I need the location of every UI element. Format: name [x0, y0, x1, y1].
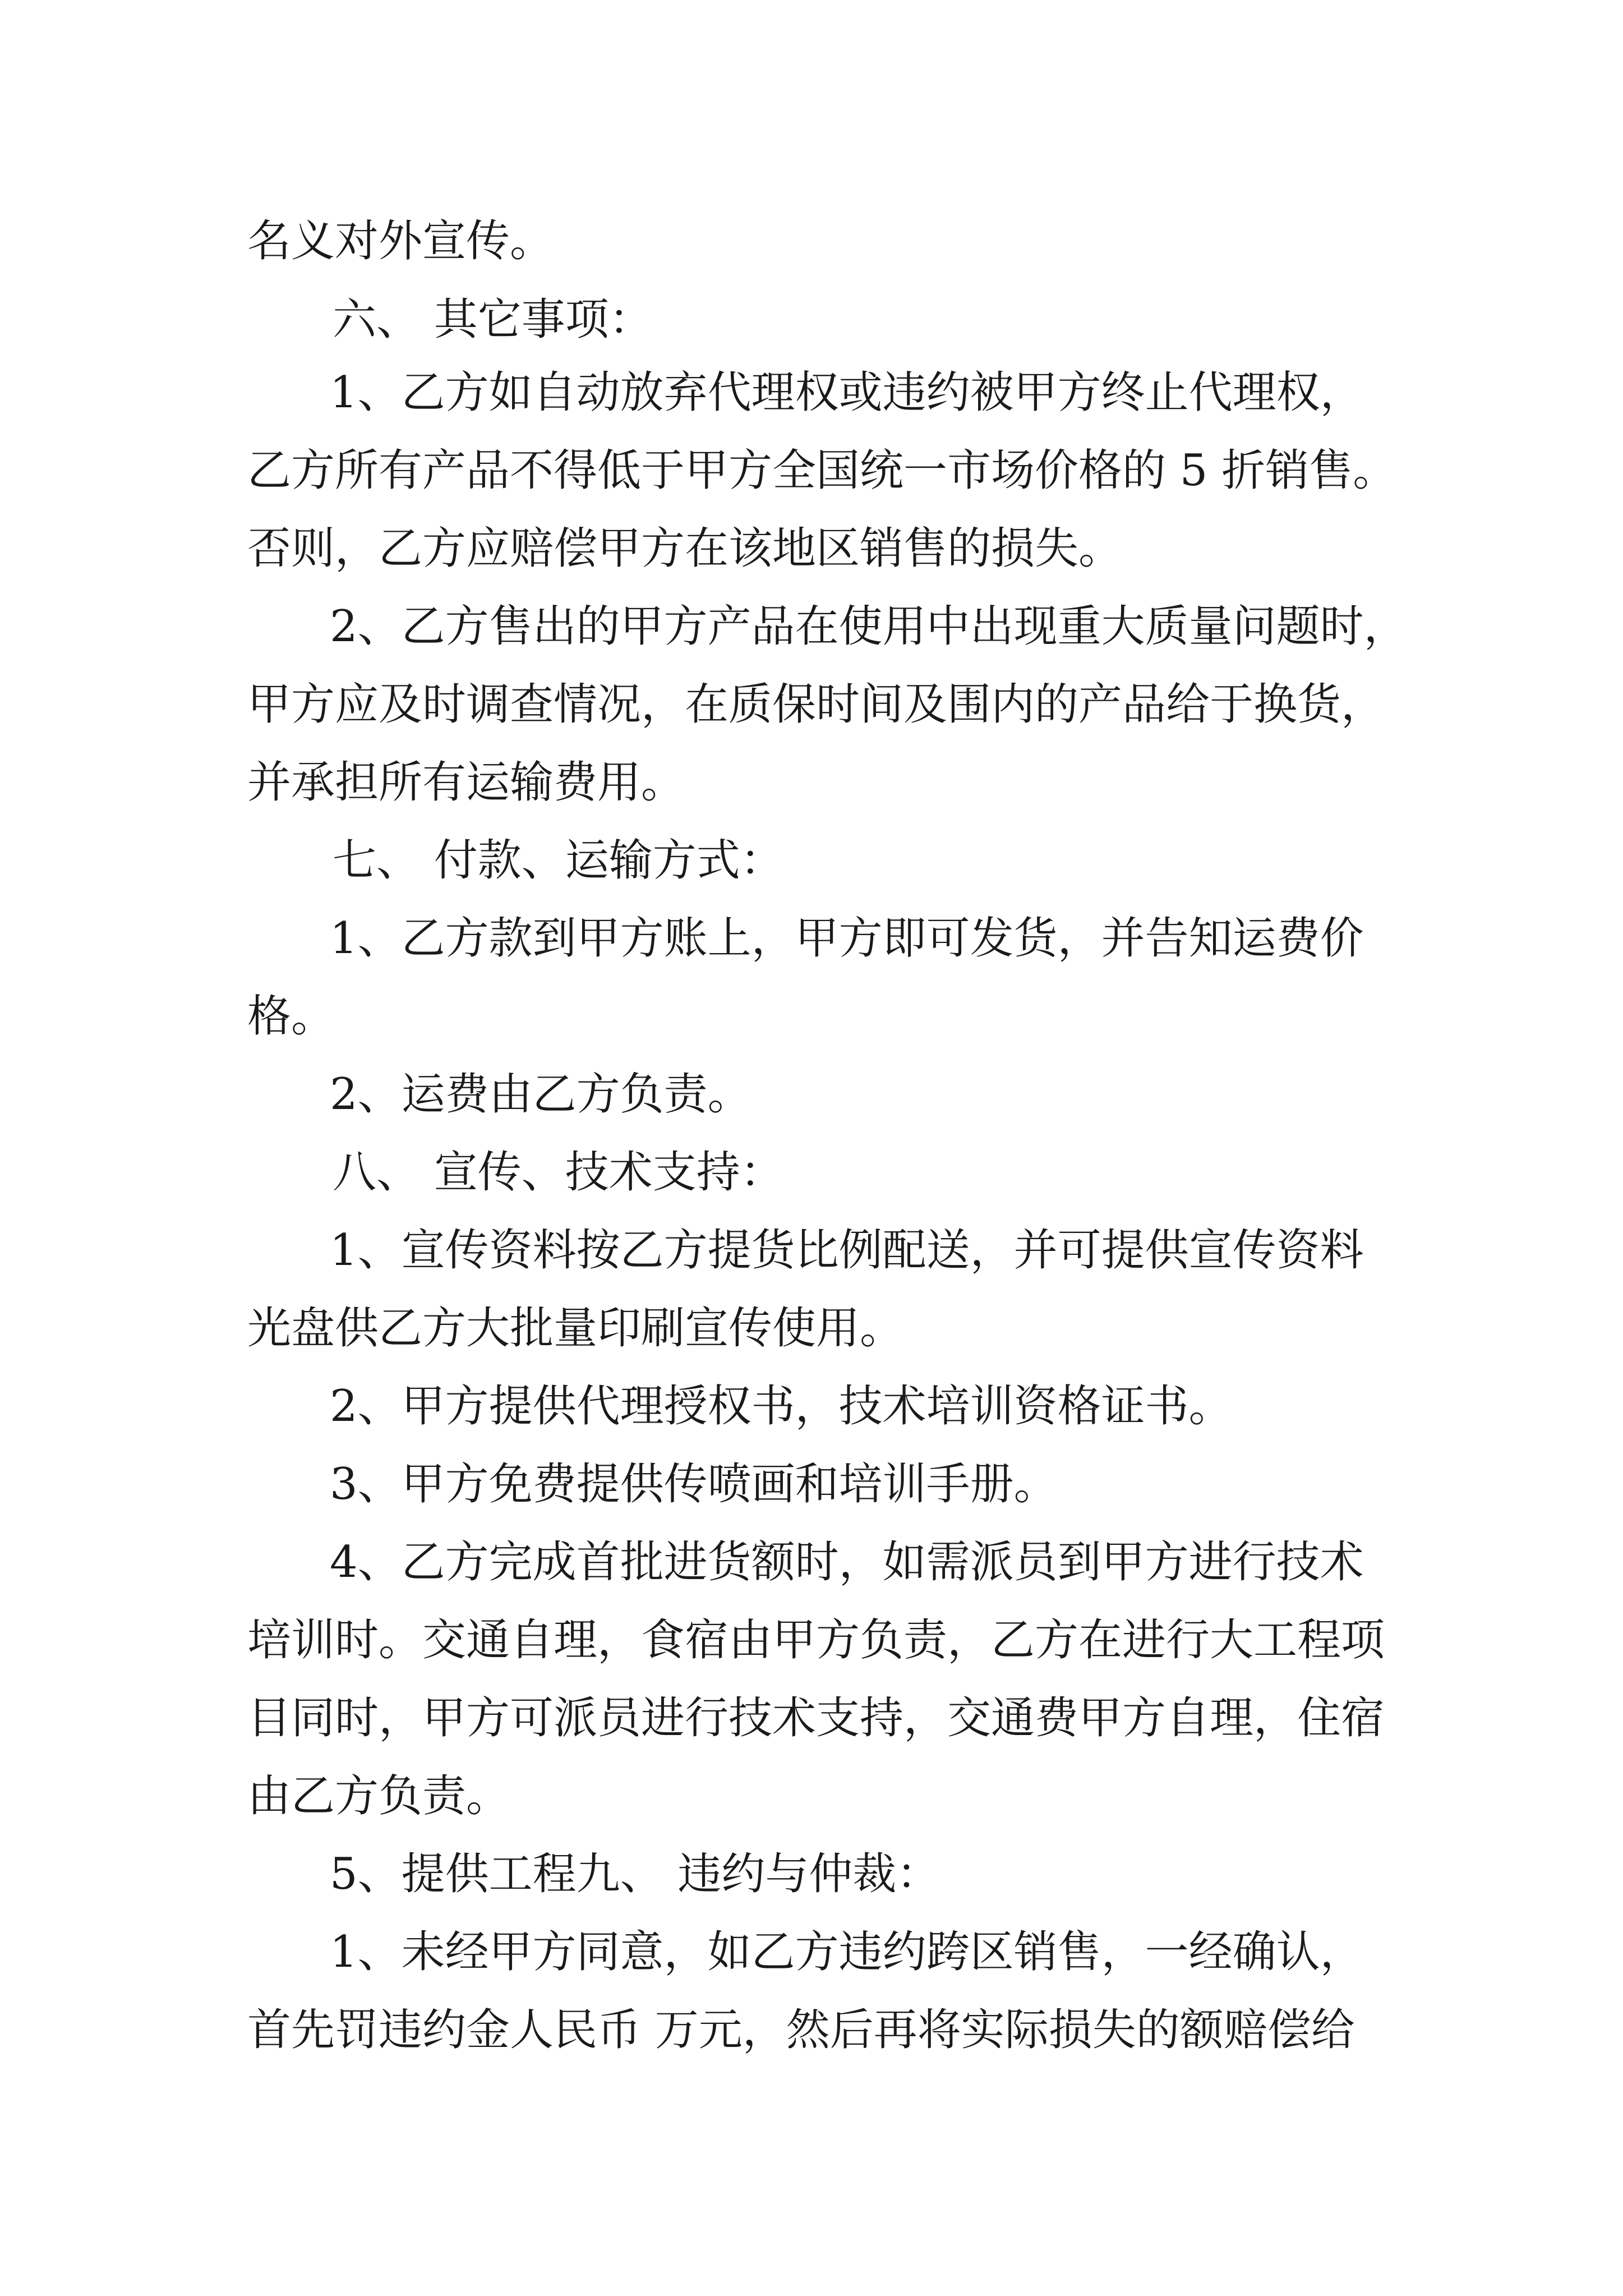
text-line: 名义对外宣传。 — [247, 216, 554, 266]
text-line: 1、乙方如自动放弃代理权或违约被甲方终止代理权， — [330, 367, 1364, 418]
section-heading-eight: 八、 宣传、技术支持： — [333, 1147, 784, 1198]
text-line: 目同时，甲方可派员进行技术支持，交通费甲方自理，住宿 — [247, 1693, 1385, 1743]
text-line: 1、未经甲方同意，如乙方违约跨区销售，一经确认， — [330, 1927, 1364, 1977]
text-line: 格。 — [247, 991, 335, 1042]
text-line: 由乙方负责。 — [247, 1771, 510, 1821]
text-line: 并承担所有运输费用。 — [247, 757, 685, 808]
text-line: 培训时。交通自理，食宿由甲方负责，乙方在进行大工程项 — [247, 1615, 1385, 1665]
section-heading-six: 六、 其它事项： — [333, 295, 653, 345]
text-line: 乙方所有产品不得低于甲方全国统一市场价格的 5 折销售。 — [247, 445, 1397, 496]
text-line: 2、乙方售出的甲方产品在使用中出现重大质量问题时， — [330, 601, 1408, 652]
section-heading-nine: 5、提供工程九、 违约与仲裁： — [330, 1849, 940, 1899]
section-heading-seven: 七、 付款、运输方式： — [333, 835, 784, 886]
text-line: 2、运费由乙方负责。 — [330, 1069, 751, 1120]
text-line: 4、乙方完成首批进货额时，如需派员到甲方进行技术 — [330, 1537, 1364, 1588]
text-line: 1、宣传资料按乙方提货比例配送，并可提供宣传资料 — [330, 1225, 1364, 1276]
text-line: 光盘供乙方大批量印刷宣传使用。 — [247, 1303, 904, 1354]
text-line: 首先罚违约金人民币 万元，然后再将实际损失的额赔偿给 — [247, 2005, 1355, 2055]
text-line: 1、乙方款到甲方账上，甲方即可发货，并告知运费价 — [330, 913, 1364, 964]
text-line: 3、甲方免费提供传喷画和培训手册。 — [330, 1459, 1058, 1510]
text-line: 否则，乙方应赔偿甲方在该地区销售的损失。 — [247, 523, 1123, 574]
text-line: 甲方应及时调查情况，在质保时间及围内的产品给于换货， — [247, 679, 1385, 730]
text-line: 2、甲方提供代理授权书，技术培训资格证书。 — [330, 1381, 1233, 1432]
